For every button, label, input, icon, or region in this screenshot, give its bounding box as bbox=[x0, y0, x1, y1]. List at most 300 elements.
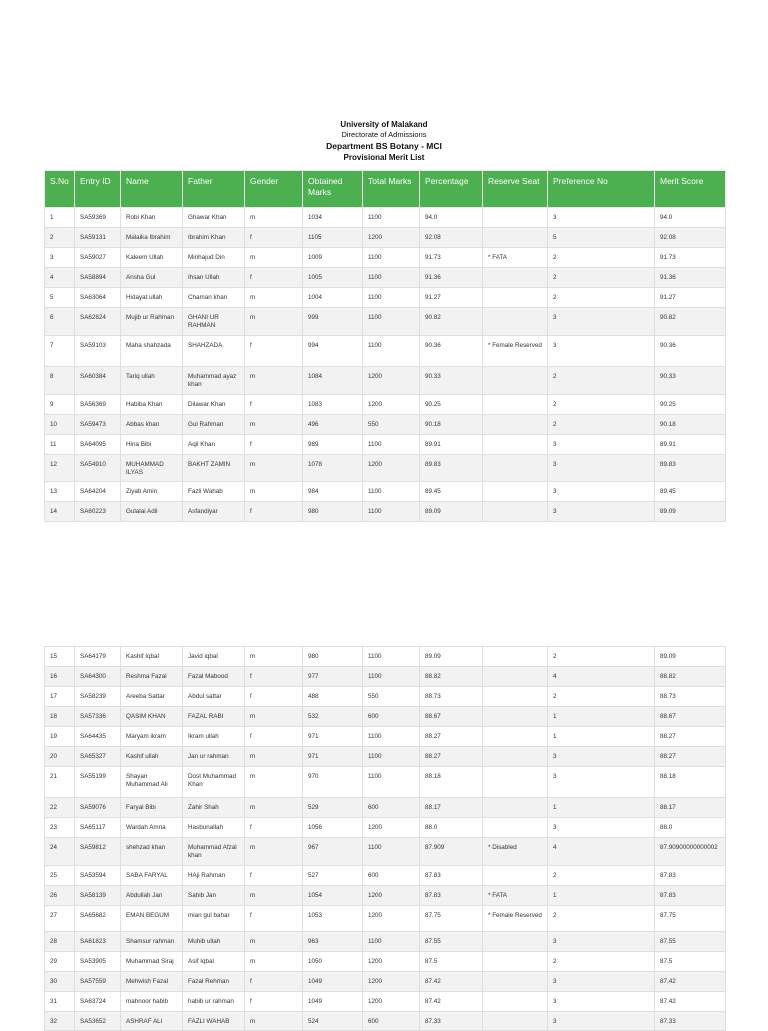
table-row bbox=[45, 288, 726, 308]
cell-total-marks: 1200 bbox=[363, 454, 420, 482]
cell-obtained-marks: 989 bbox=[303, 434, 363, 454]
cell-preference-no: 4 bbox=[548, 838, 655, 866]
cell-reserve-seat bbox=[483, 687, 548, 707]
cell-name: Malaika Ibrahim bbox=[121, 228, 183, 248]
cell-name: Kaleem Ullah bbox=[121, 248, 183, 268]
cell-merit-score: 88.18 bbox=[655, 767, 726, 798]
cell-obtained-marks: 984 bbox=[303, 482, 363, 502]
cell-sno: 25 bbox=[45, 865, 75, 885]
cell-percentage: 87.909 bbox=[420, 838, 483, 866]
cell-father: Ihsan Ullah bbox=[183, 268, 245, 288]
column-header-percentage: Percentage bbox=[420, 171, 483, 208]
table-row bbox=[45, 905, 726, 931]
cell-gender: m bbox=[245, 707, 303, 727]
table-row bbox=[45, 268, 726, 288]
table-row bbox=[45, 366, 726, 394]
cell-name: Ziyab Amin bbox=[121, 482, 183, 502]
cell-percentage: 87.33 bbox=[420, 1011, 483, 1030]
cell-entry-id: SA64179 bbox=[75, 647, 121, 667]
cell-father: Gul Rahman bbox=[183, 414, 245, 434]
cell-sno: 22 bbox=[45, 798, 75, 818]
cell-reserve-seat: * FATA bbox=[483, 885, 548, 905]
column-header-name: Name bbox=[121, 171, 183, 208]
cell-merit-score: 88.0 bbox=[655, 818, 726, 838]
cell-gender: m bbox=[245, 208, 303, 228]
cell-percentage: 92.08 bbox=[420, 228, 483, 248]
cell-total-marks: 1100 bbox=[363, 335, 420, 366]
cell-reserve-seat bbox=[483, 747, 548, 767]
cell-preference-no: 3 bbox=[548, 434, 655, 454]
cell-father: Muhammad ayaz khan bbox=[183, 366, 245, 394]
cell-gender: m bbox=[245, 885, 303, 905]
table-body-page-1 bbox=[45, 208, 726, 522]
university-name: University of Malakand bbox=[340, 120, 428, 129]
cell-obtained-marks: 1049 bbox=[303, 971, 363, 991]
cell-sno: 9 bbox=[45, 394, 75, 414]
table-row bbox=[45, 687, 726, 707]
cell-preference-no: 3 bbox=[548, 818, 655, 838]
cell-entry-id: SA59473 bbox=[75, 414, 121, 434]
cell-preference-no: 1 bbox=[548, 885, 655, 905]
cell-name: Faryal Bibi bbox=[121, 798, 183, 818]
cell-entry-id: SA53594 bbox=[75, 865, 121, 885]
cell-obtained-marks: 980 bbox=[303, 502, 363, 521]
cell-name: shehzad khan bbox=[121, 838, 183, 866]
cell-name: MUHAMMAD ILYAS bbox=[121, 454, 183, 482]
cell-obtained-marks: 980 bbox=[303, 647, 363, 667]
cell-total-marks: 1200 bbox=[363, 228, 420, 248]
table-row bbox=[45, 208, 726, 228]
cell-reserve-seat bbox=[483, 434, 548, 454]
cell-sno: 13 bbox=[45, 482, 75, 502]
cell-percentage: 88.67 bbox=[420, 707, 483, 727]
merit-table-page-1 bbox=[44, 170, 726, 522]
table-row bbox=[45, 767, 726, 798]
cell-reserve-seat bbox=[483, 208, 548, 228]
cell-name: Gulalai Adil bbox=[121, 502, 183, 521]
table-row bbox=[45, 394, 726, 414]
cell-reserve-seat bbox=[483, 865, 548, 885]
cell-reserve-seat bbox=[483, 502, 548, 521]
cell-sno: 23 bbox=[45, 818, 75, 838]
cell-father: Ghawar Khan bbox=[183, 208, 245, 228]
cell-total-marks: 1100 bbox=[363, 727, 420, 747]
cell-percentage: 87.55 bbox=[420, 931, 483, 951]
column-header-merit-score: Merit Score bbox=[655, 171, 726, 208]
table-row bbox=[45, 414, 726, 434]
cell-preference-no: 2 bbox=[548, 951, 655, 971]
cell-preference-no: 2 bbox=[548, 905, 655, 931]
cell-name: Mehwish Fazal bbox=[121, 971, 183, 991]
cell-percentage: 91.73 bbox=[420, 248, 483, 268]
cell-preference-no: 1 bbox=[548, 707, 655, 727]
cell-percentage: 91.27 bbox=[420, 288, 483, 308]
cell-name: Habiba Khan bbox=[121, 394, 183, 414]
cell-name: Robi Khan bbox=[121, 208, 183, 228]
cell-sno: 17 bbox=[45, 687, 75, 707]
cell-total-marks: 600 bbox=[363, 798, 420, 818]
cell-name: EMAN BEGUM bbox=[121, 905, 183, 931]
cell-preference-no: 5 bbox=[548, 228, 655, 248]
cell-father: Ibrahim Khan bbox=[183, 228, 245, 248]
cell-reserve-seat bbox=[483, 667, 548, 687]
cell-father: mian gul bahar bbox=[183, 905, 245, 931]
cell-obtained-marks: 967 bbox=[303, 838, 363, 866]
cell-obtained-marks: 1050 bbox=[303, 951, 363, 971]
cell-father: Zahir Shah bbox=[183, 798, 245, 818]
cell-name: mahnoor habib bbox=[121, 991, 183, 1011]
cell-merit-score: 88.27 bbox=[655, 727, 726, 747]
cell-name: SABA FARYAL bbox=[121, 865, 183, 885]
cell-total-marks: 1100 bbox=[363, 482, 420, 502]
cell-merit-score: 88.82 bbox=[655, 667, 726, 687]
cell-sno: 31 bbox=[45, 991, 75, 1011]
cell-gender: m bbox=[245, 647, 303, 667]
cell-father: Dost Muhammad Khan bbox=[183, 767, 245, 798]
column-header-reserve-seat: Reserve Seat bbox=[483, 171, 548, 208]
cell-name: Shamsur rahman bbox=[121, 931, 183, 951]
cell-merit-score: 91.73 bbox=[655, 248, 726, 268]
cell-merit-score: 90.82 bbox=[655, 308, 726, 336]
cell-preference-no: 3 bbox=[548, 454, 655, 482]
table-row bbox=[45, 454, 726, 482]
cell-entry-id: SA58239 bbox=[75, 687, 121, 707]
cell-gender: m bbox=[245, 454, 303, 482]
column-header-father: Father bbox=[183, 171, 245, 208]
cell-sno: 6 bbox=[45, 308, 75, 336]
cell-obtained-marks: 999 bbox=[303, 308, 363, 336]
cell-entry-id: SA59027 bbox=[75, 248, 121, 268]
cell-obtained-marks: 1004 bbox=[303, 288, 363, 308]
cell-father: Muhammad Afzal khan bbox=[183, 838, 245, 866]
cell-percentage: 87.75 bbox=[420, 905, 483, 931]
cell-preference-no: 2 bbox=[548, 414, 655, 434]
cell-percentage: 88.18 bbox=[420, 767, 483, 798]
cell-sno: 30 bbox=[45, 971, 75, 991]
cell-total-marks: 1200 bbox=[363, 394, 420, 414]
column-header-gender: Gender bbox=[245, 171, 303, 208]
table-row bbox=[45, 747, 726, 767]
cell-entry-id: SA56369 bbox=[75, 394, 121, 414]
column-header-entry-id: Entry ID bbox=[75, 171, 121, 208]
cell-preference-no: 2 bbox=[548, 248, 655, 268]
cell-gender: m bbox=[245, 482, 303, 502]
table-row bbox=[45, 838, 726, 866]
cell-sno: 8 bbox=[45, 366, 75, 394]
cell-total-marks: 550 bbox=[363, 414, 420, 434]
cell-father: SHAHZADA bbox=[183, 335, 245, 366]
cell-entry-id: SA57559 bbox=[75, 971, 121, 991]
cell-obtained-marks: 971 bbox=[303, 747, 363, 767]
table-row bbox=[45, 502, 726, 521]
cell-name: Abbas khan bbox=[121, 414, 183, 434]
cell-preference-no: 3 bbox=[548, 482, 655, 502]
cell-father: Fazal Mabood bbox=[183, 667, 245, 687]
cell-sno: 12 bbox=[45, 454, 75, 482]
cell-entry-id: SA53652 bbox=[75, 1011, 121, 1030]
cell-preference-no: 3 bbox=[548, 767, 655, 798]
directorate-name: Directorate of Admissions bbox=[341, 130, 427, 139]
cell-gender: m bbox=[245, 931, 303, 951]
cell-gender: f bbox=[245, 434, 303, 454]
cell-percentage: 88.82 bbox=[420, 667, 483, 687]
cell-entry-id: SA62824 bbox=[75, 308, 121, 336]
cell-reserve-seat bbox=[483, 951, 548, 971]
cell-father: Muhib ullah bbox=[183, 931, 245, 951]
cell-merit-score: 91.27 bbox=[655, 288, 726, 308]
cell-merit-score: 90.25 bbox=[655, 394, 726, 414]
cell-sno: 28 bbox=[45, 931, 75, 951]
cell-sno: 7 bbox=[45, 335, 75, 366]
cell-father: FAZAL RABI bbox=[183, 707, 245, 727]
cell-preference-no: 1 bbox=[548, 727, 655, 747]
cell-merit-score: 87.42 bbox=[655, 991, 726, 1011]
cell-sno: 21 bbox=[45, 767, 75, 798]
cell-entry-id: SA65117 bbox=[75, 818, 121, 838]
table-row bbox=[45, 434, 726, 454]
cell-name: Muhammad Siraj bbox=[121, 951, 183, 971]
cell-gender: m bbox=[245, 767, 303, 798]
cell-preference-no: 2 bbox=[548, 366, 655, 394]
cell-father: Hasbunallah bbox=[183, 818, 245, 838]
cell-sno: 29 bbox=[45, 951, 75, 971]
cell-percentage: 88.27 bbox=[420, 727, 483, 747]
cell-percentage: 87.83 bbox=[420, 865, 483, 885]
cell-total-marks: 1200 bbox=[363, 971, 420, 991]
cell-father: BAKHT ZAMIN bbox=[183, 454, 245, 482]
cell-reserve-seat bbox=[483, 727, 548, 747]
cell-total-marks: 1200 bbox=[363, 885, 420, 905]
cell-father: habib ur rahman bbox=[183, 991, 245, 1011]
cell-reserve-seat bbox=[483, 798, 548, 818]
cell-obtained-marks: 971 bbox=[303, 727, 363, 747]
cell-entry-id: SA59812 bbox=[75, 838, 121, 866]
cell-father: Sahib Jan bbox=[183, 885, 245, 905]
cell-obtained-marks: 1053 bbox=[303, 905, 363, 931]
cell-name: Ansha Gul bbox=[121, 268, 183, 288]
table-row bbox=[45, 1011, 726, 1030]
cell-obtained-marks: 1105 bbox=[303, 228, 363, 248]
cell-sno: 5 bbox=[45, 288, 75, 308]
cell-gender: m bbox=[245, 747, 303, 767]
cell-reserve-seat bbox=[483, 366, 548, 394]
cell-obtained-marks: 496 bbox=[303, 414, 363, 434]
cell-total-marks: 1100 bbox=[363, 434, 420, 454]
cell-merit-score: 89.09 bbox=[655, 647, 726, 667]
cell-total-marks: 1100 bbox=[363, 502, 420, 521]
cell-preference-no: 3 bbox=[548, 931, 655, 951]
cell-reserve-seat: * Female Reserved bbox=[483, 905, 548, 931]
cell-father: Minhajud Din bbox=[183, 248, 245, 268]
cell-entry-id: SA65682 bbox=[75, 905, 121, 931]
cell-name: Maryam ikram bbox=[121, 727, 183, 747]
cell-total-marks: 600 bbox=[363, 707, 420, 727]
cell-entry-id: SA64204 bbox=[75, 482, 121, 502]
cell-gender: m bbox=[245, 951, 303, 971]
cell-percentage: 90.33 bbox=[420, 366, 483, 394]
department-title: Department BS Botany - MCI bbox=[326, 140, 442, 151]
cell-father: Jan ur rahman bbox=[183, 747, 245, 767]
cell-entry-id: SA53905 bbox=[75, 951, 121, 971]
cell-sno: 26 bbox=[45, 885, 75, 905]
cell-percentage: 87.83 bbox=[420, 885, 483, 905]
table-row bbox=[45, 228, 726, 248]
cell-father: Asif Iqbal bbox=[183, 951, 245, 971]
cell-obtained-marks: 524 bbox=[303, 1011, 363, 1030]
cell-percentage: 88.17 bbox=[420, 798, 483, 818]
cell-sno: 2 bbox=[45, 228, 75, 248]
cell-total-marks: 1100 bbox=[363, 308, 420, 336]
table-row bbox=[45, 951, 726, 971]
cell-merit-score: 89.45 bbox=[655, 482, 726, 502]
cell-gender: f bbox=[245, 818, 303, 838]
cell-entry-id: SA59103 bbox=[75, 335, 121, 366]
cell-obtained-marks: 1054 bbox=[303, 885, 363, 905]
table-row bbox=[45, 885, 726, 905]
cell-name: Hidayat ullah bbox=[121, 288, 183, 308]
cell-name: QASIM KHAN bbox=[121, 707, 183, 727]
cell-preference-no: 3 bbox=[548, 991, 655, 1011]
cell-father: Fazal Rehman bbox=[183, 971, 245, 991]
cell-gender: m bbox=[245, 248, 303, 268]
cell-preference-no: 3 bbox=[548, 971, 655, 991]
cell-total-marks: 1200 bbox=[363, 818, 420, 838]
cell-father: Aqil Khan bbox=[183, 434, 245, 454]
column-header-preference-no: Preference No bbox=[548, 171, 655, 208]
cell-percentage: 87.5 bbox=[420, 951, 483, 971]
cell-percentage: 90.25 bbox=[420, 394, 483, 414]
cell-merit-score: 87.75 bbox=[655, 905, 726, 931]
cell-sno: 27 bbox=[45, 905, 75, 931]
cell-merit-score: 88.17 bbox=[655, 798, 726, 818]
cell-merit-score: 87.42 bbox=[655, 971, 726, 991]
cell-obtained-marks: 529 bbox=[303, 798, 363, 818]
cell-reserve-seat bbox=[483, 394, 548, 414]
cell-obtained-marks: 1056 bbox=[303, 818, 363, 838]
cell-entry-id: SA65327 bbox=[75, 747, 121, 767]
cell-percentage: 89.91 bbox=[420, 434, 483, 454]
cell-gender: f bbox=[245, 865, 303, 885]
cell-gender: f bbox=[245, 335, 303, 366]
cell-preference-no: 3 bbox=[548, 335, 655, 366]
cell-percentage: 90.82 bbox=[420, 308, 483, 336]
cell-sno: 20 bbox=[45, 747, 75, 767]
cell-obtained-marks: 488 bbox=[303, 687, 363, 707]
column-header-sno: S.No bbox=[45, 171, 75, 208]
cell-entry-id: SA64095 bbox=[75, 434, 121, 454]
table-row bbox=[45, 667, 726, 687]
cell-obtained-marks: 1049 bbox=[303, 991, 363, 1011]
cell-obtained-marks: 1005 bbox=[303, 268, 363, 288]
cell-gender: m bbox=[245, 366, 303, 394]
cell-merit-score: 91.36 bbox=[655, 268, 726, 288]
merit-list-title: Provisional Merit List bbox=[343, 152, 425, 162]
cell-total-marks: 1200 bbox=[363, 991, 420, 1011]
table-row bbox=[45, 971, 726, 991]
cell-name: Kashif ullah bbox=[121, 747, 183, 767]
cell-percentage: 94.0 bbox=[420, 208, 483, 228]
cell-preference-no: 2 bbox=[548, 865, 655, 885]
cell-sno: 14 bbox=[45, 502, 75, 521]
cell-gender: m bbox=[245, 308, 303, 336]
cell-merit-score: 87.90900000000002 bbox=[655, 838, 726, 866]
cell-preference-no: 1 bbox=[548, 798, 655, 818]
cell-entry-id: SA63064 bbox=[75, 288, 121, 308]
cell-name: Areeba Sattar bbox=[121, 687, 183, 707]
cell-reserve-seat: * Disabled bbox=[483, 838, 548, 866]
cell-reserve-seat: * Female Reserved bbox=[483, 335, 548, 366]
cell-merit-score: 90.18 bbox=[655, 414, 726, 434]
cell-gender: m bbox=[245, 288, 303, 308]
cell-name: Maha shahzada bbox=[121, 335, 183, 366]
cell-gender: f bbox=[245, 727, 303, 747]
cell-entry-id: SA61823 bbox=[75, 931, 121, 951]
cell-total-marks: 1100 bbox=[363, 838, 420, 866]
table-body-page-2 bbox=[45, 647, 726, 1031]
cell-name: Tariq ullah bbox=[121, 366, 183, 394]
cell-reserve-seat bbox=[483, 308, 548, 336]
cell-total-marks: 1100 bbox=[363, 268, 420, 288]
cell-obtained-marks: 970 bbox=[303, 767, 363, 798]
cell-reserve-seat bbox=[483, 707, 548, 727]
cell-merit-score: 87.83 bbox=[655, 865, 726, 885]
cell-father: Asfandiyar bbox=[183, 502, 245, 521]
cell-merit-score: 87.55 bbox=[655, 931, 726, 951]
cell-reserve-seat: * FATA bbox=[483, 248, 548, 268]
cell-name: Abdullah Jan bbox=[121, 885, 183, 905]
table-row bbox=[45, 248, 726, 268]
cell-total-marks: 1200 bbox=[363, 951, 420, 971]
table-header-row bbox=[45, 171, 726, 208]
cell-entry-id: SA58894 bbox=[75, 268, 121, 288]
cell-father: Chaman khan bbox=[183, 288, 245, 308]
cell-total-marks: 1100 bbox=[363, 747, 420, 767]
cell-preference-no: 3 bbox=[548, 208, 655, 228]
cell-merit-score: 89.91 bbox=[655, 434, 726, 454]
cell-merit-score: 87.33 bbox=[655, 1011, 726, 1030]
cell-total-marks: 1200 bbox=[363, 905, 420, 931]
cell-preference-no: 2 bbox=[548, 687, 655, 707]
cell-obtained-marks: 1034 bbox=[303, 208, 363, 228]
cell-merit-score: 87.5 bbox=[655, 951, 726, 971]
cell-merit-score: 87.83 bbox=[655, 885, 726, 905]
column-header-total-marks: Total Marks bbox=[363, 171, 420, 208]
cell-reserve-seat bbox=[483, 268, 548, 288]
cell-total-marks: 1100 bbox=[363, 288, 420, 308]
cell-percentage: 89.09 bbox=[420, 647, 483, 667]
cell-gender: m bbox=[245, 798, 303, 818]
cell-name: Shayan Muhammad Ali bbox=[121, 767, 183, 798]
cell-father: Fazli Wahab bbox=[183, 482, 245, 502]
cell-percentage: 90.18 bbox=[420, 414, 483, 434]
cell-percentage: 87.42 bbox=[420, 971, 483, 991]
cell-father: Abdul sattar bbox=[183, 687, 245, 707]
table-row bbox=[45, 865, 726, 885]
cell-sno: 1 bbox=[45, 208, 75, 228]
cell-preference-no: 3 bbox=[548, 747, 655, 767]
column-header-obtained-marks: Obtained Marks bbox=[303, 171, 363, 208]
cell-percentage: 88.0 bbox=[420, 818, 483, 838]
cell-percentage: 89.09 bbox=[420, 502, 483, 521]
cell-name: Kashif Iqbal bbox=[121, 647, 183, 667]
cell-gender: f bbox=[245, 268, 303, 288]
cell-merit-score: 89.83 bbox=[655, 454, 726, 482]
cell-obtained-marks: 527 bbox=[303, 865, 363, 885]
cell-entry-id: SA59076 bbox=[75, 798, 121, 818]
cell-entry-id: SA55199 bbox=[75, 767, 121, 798]
cell-father: FAZLI WAHAB bbox=[183, 1011, 245, 1030]
cell-total-marks: 1100 bbox=[363, 208, 420, 228]
